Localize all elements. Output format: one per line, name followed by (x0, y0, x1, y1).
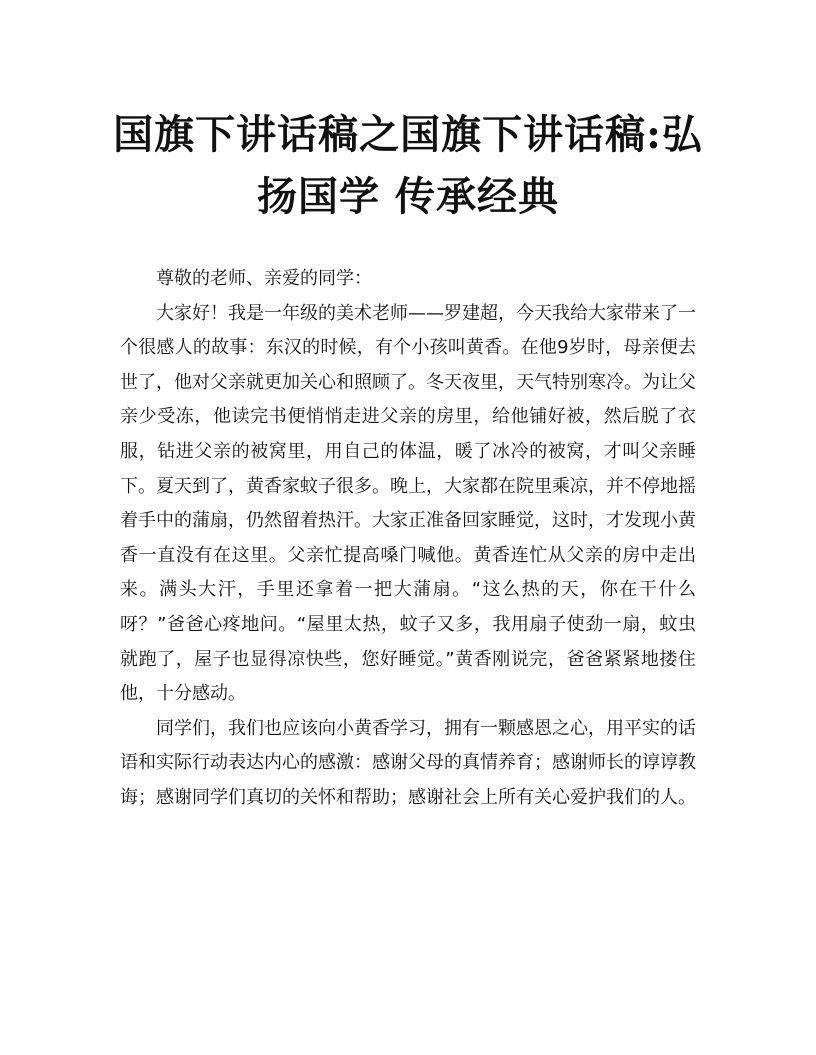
document-body (120, 262, 696, 816)
story-paragraph: 大家好！我是一年级的美术老师——罗建超，今天我给大家带来了一个很感人的故事：东汉的时候，有个小孩叫黄香。在他9岁时，母亲便去世了，他对父亲就更加关心和照顾了。冬天夜里，天气特别寒冷。为让父亲少受冻，他读完书便悄悄走进父亲的房里，给他铺好被，然后脱了衣服，钻进父亲的被窝里，用自己的体温，暖了冰冷的被窝，才叫父亲睡下。夏天到了，黄香家蚊子很多。晚上，大家都在院里乘凉，并不停地摇着手中的蒲扇，仍然留着热汗。大家正准备回家睡觉，这时，才发现小黄香一直没有在这里。父亲忙提高嗓门喊他。黄香连忙从父亲的房中走出来。满头大汗，手里还拿着一把大蒲扇。“这么热的天，你在干什么呀？”爸爸心疼地问。“屋里太热，蚊子又多，我用扇子使劲一扇，蚊虫就跑了，屋子也显得凉快些，您好睡觉。”黄香刚说完，爸爸紧紧地搂住他，十分感动。 (120, 302, 696, 705)
document-title: 国旗下讲话稿之国旗下讲话稿:弘扬国学 传承经典 (113, 111, 703, 220)
closing-paragraph: 同学们，我们也应该向小黄香学习，拥有一颗感恩之心，用平实的话语和实际行动表达内心的感激：感谢父母的真情养育；感谢师长的谆谆教诲；感谢同学们真切的关怀和帮助；感谢社会上所有关心爱护我们的人。 (120, 717, 696, 808)
salutation-paragraph: 尊敬的老师、亲爱的同学： (156, 268, 372, 289)
